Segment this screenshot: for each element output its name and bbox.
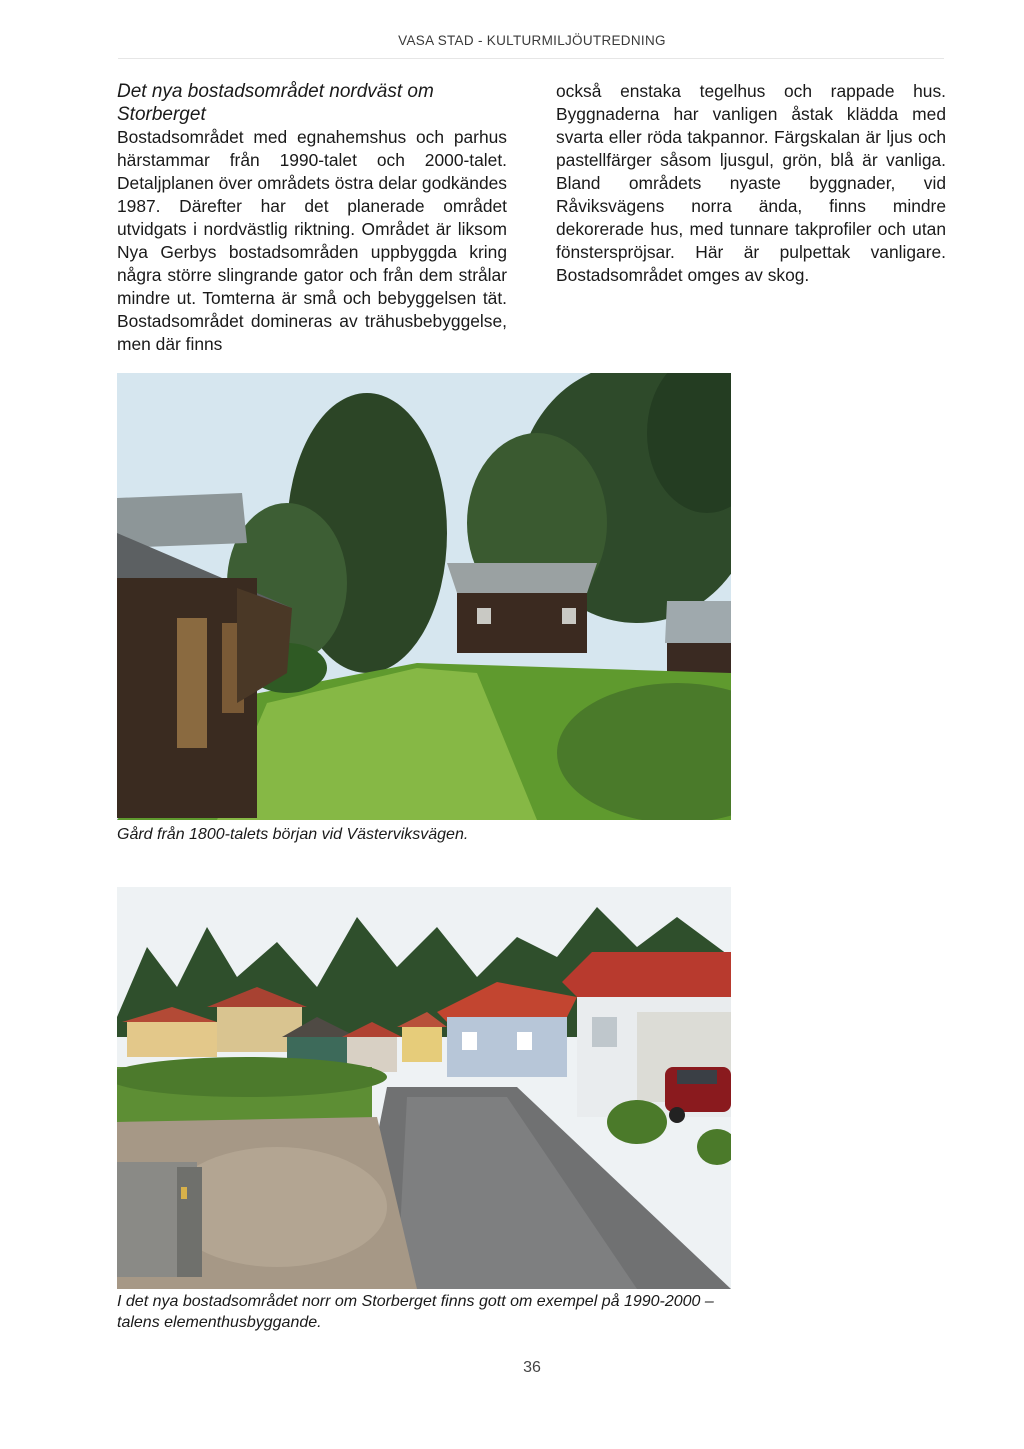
body-paragraph-right: också enstaka tegelhus och rappade hus. Byggnaderna har vanligen åstak klädda med svarta eller röda takpannor. Färgskalan är ljus och pastellfärger såsom ljusgul, grön, blå är vanliga. Bland områdets nyaste byggnader, vid Råviksvägens norra ända, finns mindre dekorerade hus, med tunnare takprofiler och utan fönsterspröjsar. Här är pulpettak vanligare. Bostadsområdet omges av skog. <box>556 81 946 285</box>
residential-illustration <box>117 887 731 1289</box>
text-column-right <box>556 80 946 287</box>
section-heading: Det nya bostadsområdet nordväst om Storberget <box>117 81 434 125</box>
figure-caption-2: I det nya bostadsområdet norr om Storberget finns gott om exempel på 1990-2000 – talens elementhusbyggande. <box>117 1293 714 1331</box>
text-column-left <box>117 80 507 356</box>
farmyard-illustration <box>117 373 731 820</box>
figure-caption-1: Gård från 1800-talets början vid Västerviksvägen. <box>117 826 469 843</box>
farmyard-photo <box>117 373 731 820</box>
page-number: 36 <box>523 1359 541 1376</box>
header-divider <box>118 58 944 59</box>
running-header: VASA STAD - KULTURMILJÖUTREDNING <box>398 33 666 48</box>
residential-area-photo <box>117 887 731 1289</box>
body-paragraph-left: Bostadsområdet med egnahemshus och parhus härstammar från 1990-talet och 2000-talet. Detaljplanen över områdets östra delar godkändes 1987. Därefter har det planerade området utvidgats i nordvästlig riktning. Området är liksom Nya Gerbys bostadsområden uppbyggda kring några större slingrande gator och från dem strålar mindre ut. Tomterna är små och bebyggelsen tät. Bostadsområdet domineras av trähusbebyggelse, men där finns <box>117 127 507 354</box>
